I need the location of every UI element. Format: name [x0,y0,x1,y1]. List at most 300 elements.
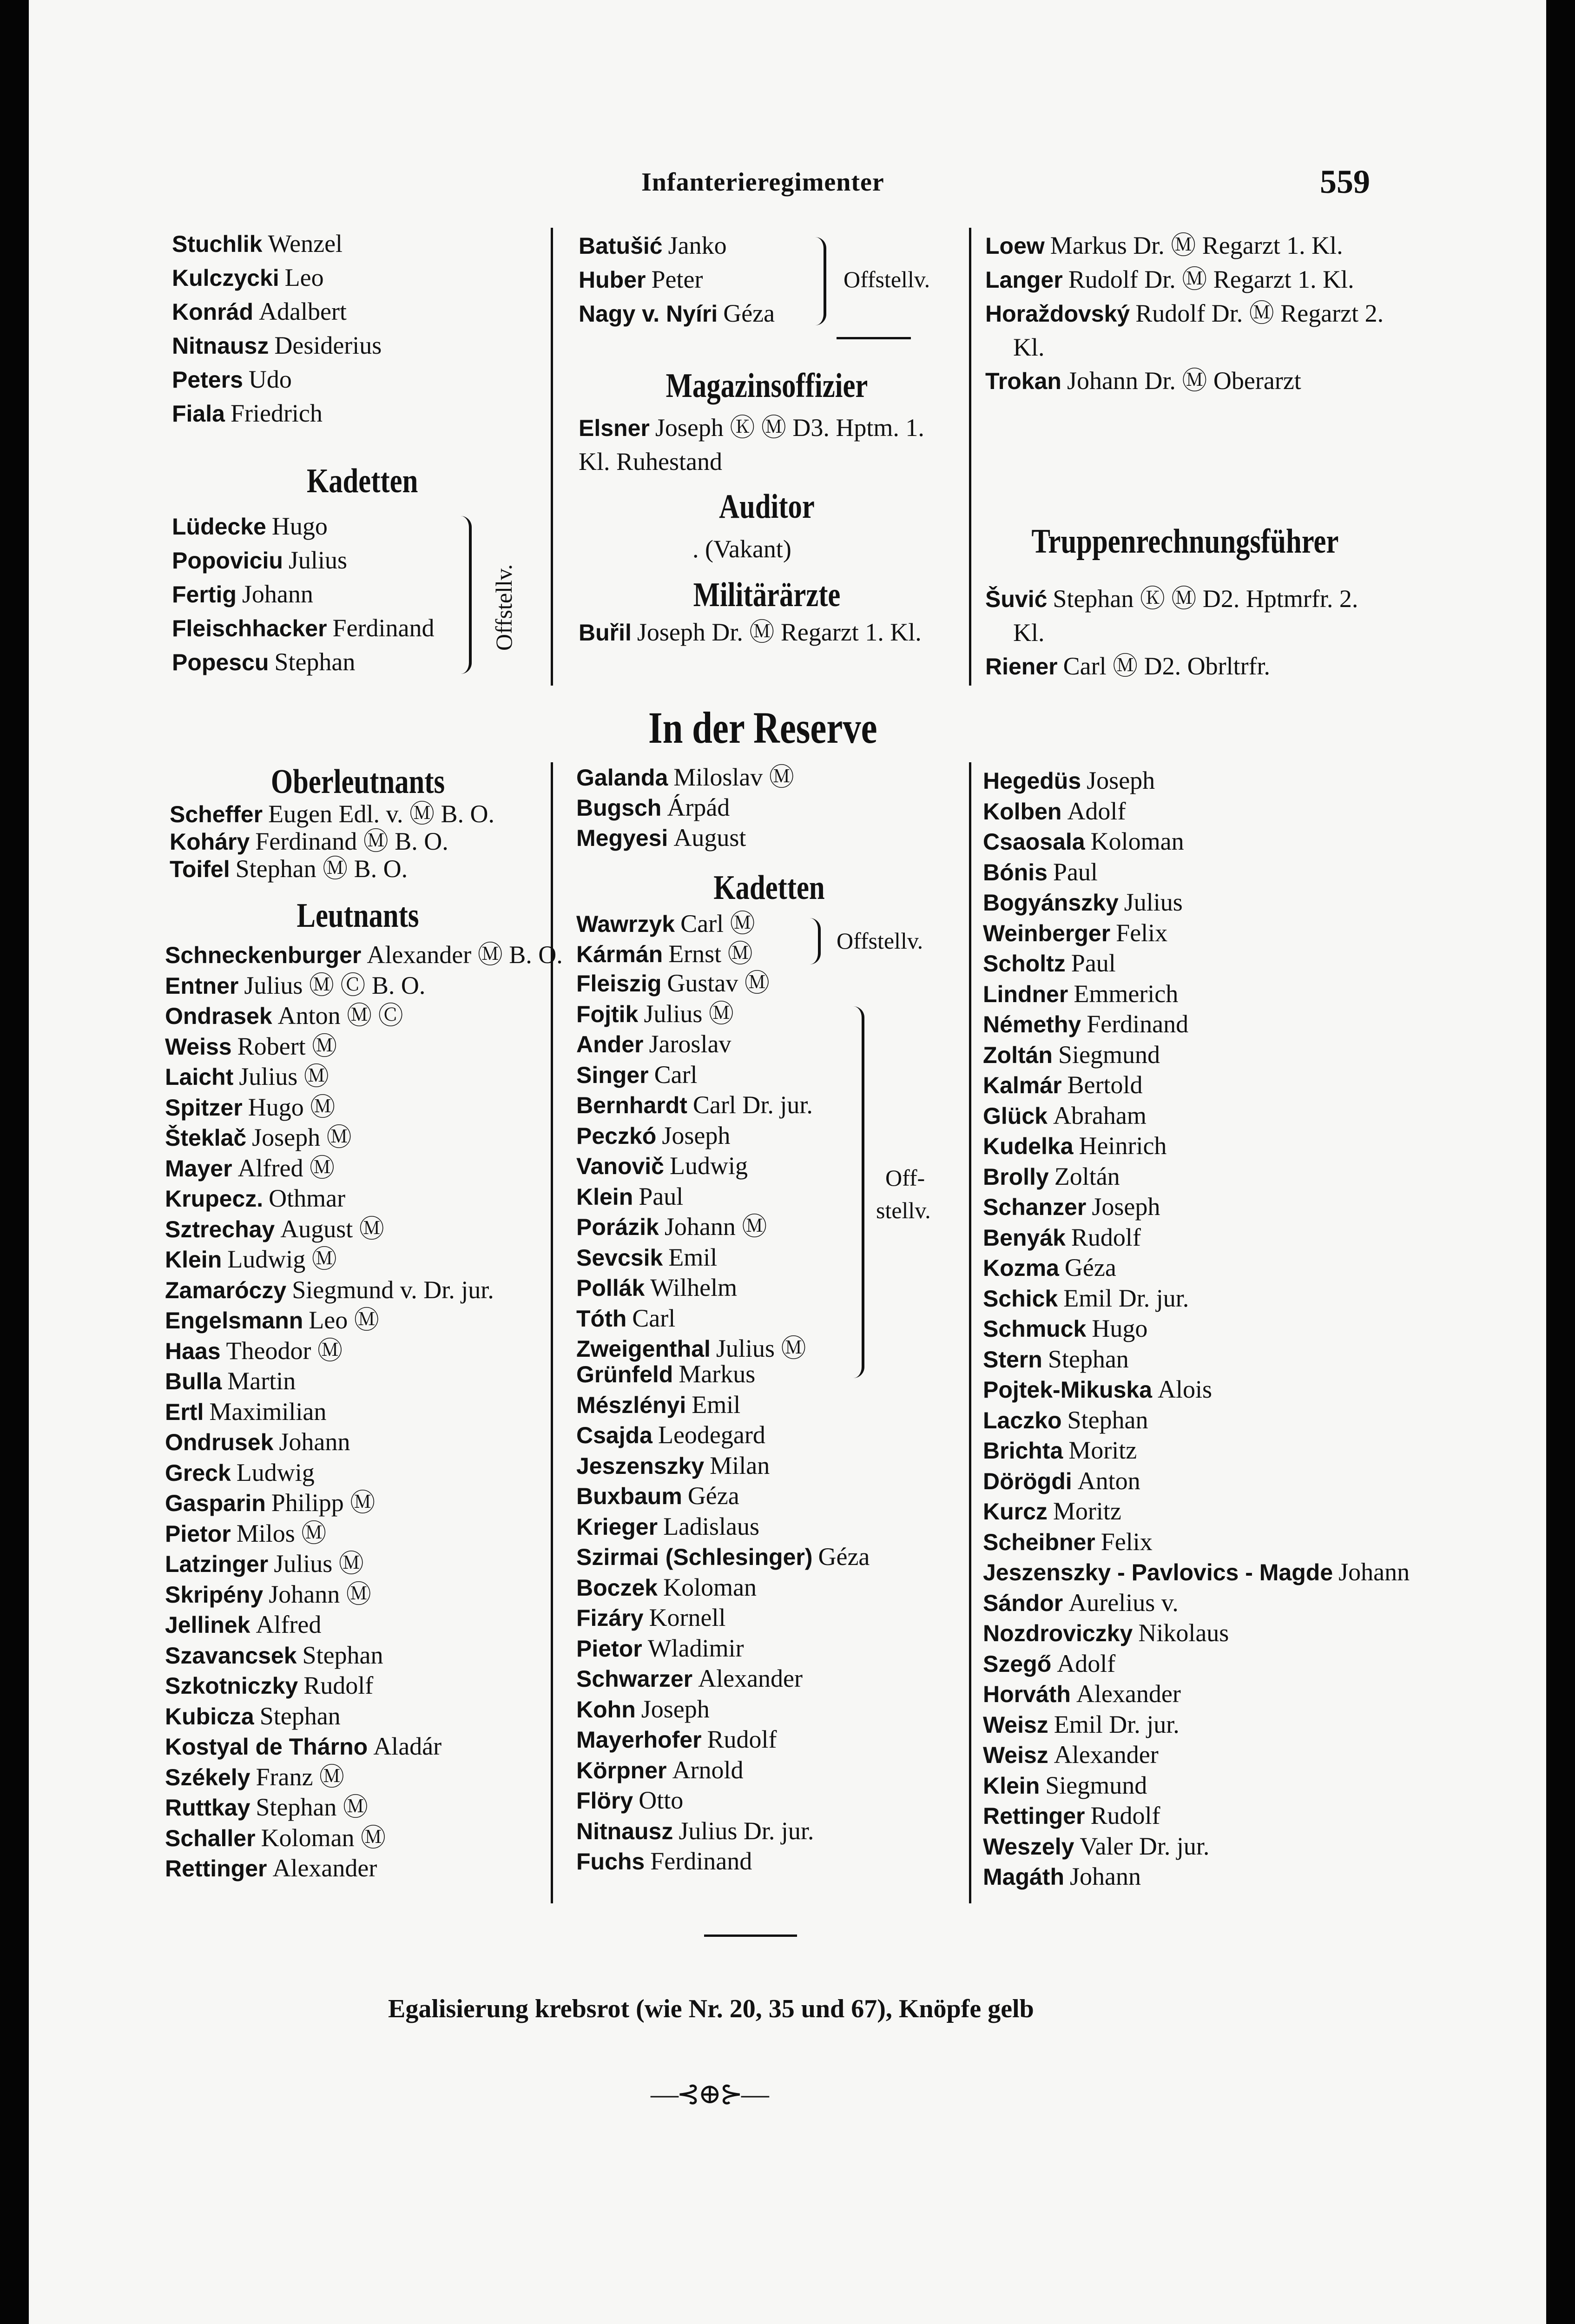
list-item [576,1212,855,1242]
list-item [172,329,534,363]
surname: Bernhardt [576,1092,687,1118]
surname: Scholtz [983,951,1066,977]
list-item [165,940,563,971]
list-item [172,295,534,329]
given-name-and-notes: Theodor Ⓜ [226,1336,343,1365]
list-item [983,1405,1401,1436]
in-der-reserve-heading: In der Reserve [648,703,877,753]
surname: Megyesi [576,825,668,851]
given-name-and-notes: Nikolaus [1138,1619,1229,1647]
list-item [983,1222,1401,1253]
given-name-and-notes: Abraham [1053,1101,1147,1129]
given-name-and-notes: Paul [1071,949,1116,977]
list-item [983,1710,1401,1740]
given-name-and-notes: Maximilian [209,1397,327,1426]
given-name-and-notes: Julius Ⓜ [716,1334,806,1362]
list-item [165,1092,551,1123]
given-name-and-notes: Peter [651,265,703,293]
given-name-and-notes: Stephan [302,1641,383,1669]
list-item [165,1792,551,1823]
list-item [985,297,1385,364]
list-item [165,1153,551,1184]
col2-brace [813,237,826,325]
surname: Pojtek-Mikuska [983,1377,1153,1403]
given-name-and-notes: Miloslav Ⓜ [673,763,794,791]
reserve-column-3-list [983,766,1410,1892]
given-name-and-notes: Julius Ⓜ Ⓒ B. O. [244,971,426,999]
given-name-and-notes: Stephan Ⓚ Ⓜ D2. Hptmrfr. 2. Kl. [1013,585,1358,647]
given-name-and-notes: Robert Ⓜ [237,1032,337,1060]
surname: Tóth [576,1305,627,1332]
given-name-and-notes: Koloman Ⓜ [261,1823,386,1852]
list-item [983,1679,1401,1710]
top-kadetten-list [172,509,469,679]
surname: Latzinger [165,1551,269,1577]
surname: Krupecz. [165,1186,264,1212]
surname: Pollák [576,1275,645,1301]
list-item [165,1701,551,1732]
given-name-and-notes: Kornell [649,1604,726,1631]
list-item [983,1162,1401,1192]
given-name-and-notes: Ludwig Ⓜ [227,1245,337,1273]
auditor-entry: . (Vakant) [692,535,791,563]
surname: Zamaróczy [165,1277,287,1303]
surname: Nitnausz [576,1818,673,1844]
magazinsoffizier-heading: Magazinsoffizier [666,367,868,405]
given-name-and-notes: Johann [1070,1862,1141,1890]
given-name-and-notes: Rudolf [1071,1223,1141,1251]
list-item [165,1731,551,1762]
given-name-and-notes: Koloman [1090,827,1184,855]
list-item [579,229,820,263]
list-item [985,263,1385,297]
reserve-kadetten-a-list [576,909,818,969]
given-name-and-notes: Wilhelm [650,1274,738,1301]
reserve-kadetten-b-label-2: stellv. [876,1197,931,1223]
leutnants-heading: Leutnants [297,897,419,935]
oberleutnants-heading: Oberleutnants [270,763,445,801]
given-name-and-notes: Emil Dr. jur. [1054,1710,1180,1738]
list-item [576,1664,962,1694]
surname: Fizáry [576,1605,644,1631]
surname: Jeszenszky - Pavlovics - Magde [983,1559,1333,1585]
given-name-and-notes: Joseph Ⓜ [252,1123,352,1151]
given-name-and-notes: Udo [248,365,292,393]
list-item [983,1831,1401,1862]
surname: Peters [172,367,243,393]
magazin-name: Elsner [579,415,650,441]
surname: Horváth [983,1681,1071,1707]
surname: Weszely [983,1833,1074,1860]
given-name-and-notes: Stephan [274,648,356,676]
surname: Stern [983,1346,1042,1373]
surname: Nagy v. Nyíri [579,301,718,327]
surname: Sevcsik [576,1244,663,1271]
list-item [576,1420,962,1451]
given-name-and-notes: Ludwig [670,1152,748,1180]
given-name-and-notes: Felix [1116,918,1168,947]
list-item [172,645,469,679]
given-name-and-notes: Siegmund v. Dr. jur. [292,1275,494,1304]
list-item [983,857,1401,888]
list-item [172,611,469,645]
list-item [985,364,1385,398]
list-item [983,1435,1401,1466]
list-item [576,968,855,999]
list-item [983,826,1401,857]
surname: Brichta [983,1438,1063,1464]
list-item [983,1131,1401,1162]
surname: Glück [983,1103,1048,1129]
list-item [576,1755,962,1786]
given-name-and-notes: Joseph [641,1695,710,1723]
surname: Horaždovský [985,301,1130,327]
surname: Lüdecke [172,514,266,540]
given-name-and-notes: Géza [1064,1254,1116,1281]
truppenrechnungsfuehrer-heading: Truppenrechnungsführer [1031,522,1339,561]
surname: Schmuck [983,1316,1087,1342]
surname: Magáth [983,1864,1064,1890]
list-item [576,1572,962,1603]
given-name-and-notes: Zoltán [1054,1162,1120,1190]
list-item [576,1359,962,1390]
surname: Klein [576,1183,633,1210]
surname: Wawrzyk [576,911,675,937]
given-name-and-notes: Stephan [1067,1406,1148,1434]
surname: Grünfeld [576,1361,673,1387]
list-item [165,1579,551,1610]
list-item [172,543,469,577]
surname: Stuchlik [172,231,263,257]
given-name-and-notes: Markus [679,1360,756,1388]
given-name-and-notes: Desiderius [274,331,382,359]
list-item [983,1740,1401,1770]
list-item [983,1101,1401,1131]
given-name-and-notes: Milos Ⓜ [236,1519,327,1547]
surname: Zweigenthal [576,1336,711,1362]
running-head: Infanterieregimenter [641,168,884,197]
list-item [983,1588,1401,1618]
egalisierung-line: Egalisierung krebsrot (wie Nr. 20, 35 und 67), Knöpfe gelb [388,1994,1034,2023]
list-item [576,1029,855,1060]
page-number: 559 [1320,163,1370,200]
surname: Pietor [576,1635,642,1662]
top-column-2-names [579,229,820,330]
given-name-and-notes: Koloman [663,1573,757,1601]
surname: Kulczycki [172,265,279,291]
given-name-and-notes: Joseph [662,1121,731,1149]
list-item [983,1040,1401,1070]
surname: Schneckenburger [165,942,362,968]
surname: Kubicza [165,1703,254,1730]
given-name-and-notes: Franz Ⓜ [256,1763,344,1791]
surname: Kolben [983,798,1062,825]
given-name-and-notes: Stephan Ⓜ [256,1793,368,1821]
list-item [983,1283,1401,1314]
given-name-and-notes: Alexander [1076,1680,1181,1708]
given-name-and-notes: Anton [1077,1466,1140,1495]
given-name-and-notes: Leodegard [658,1421,765,1449]
given-name-and-notes: Julius [1124,888,1183,916]
given-name-and-notes: Siegmund [1045,1771,1147,1799]
surname: Schaller [165,1825,256,1851]
list-item [983,1070,1401,1101]
surname: Konrád [172,299,253,325]
list-item [172,577,469,611]
surname: Schwarzer [576,1666,693,1692]
magazin-rest: Joseph Ⓚ Ⓜ D3. Hptm. 1. Kl. Ruhestand [579,414,924,475]
surname: Loew [985,233,1045,259]
list-item [576,1846,962,1877]
given-name-and-notes: Carl Ⓜ [680,910,755,938]
given-name-and-notes: Leo Ⓜ [309,1306,379,1334]
reserve-kadetten-heading: Kadetten [713,869,825,907]
list-item [170,800,551,828]
surname: Ondrasek [165,1003,272,1029]
given-name-and-notes: Martin [227,1367,296,1395]
surname: Kármán [576,941,663,967]
list-item [983,1862,1401,1892]
surname: Csaosala [983,829,1085,855]
list-item [576,1060,855,1090]
given-name-and-notes: Adolf [1067,797,1126,825]
aerzte-rest: Joseph Dr. Ⓜ Regarzt 1. Kl. [637,618,922,646]
surname: Sándor [983,1590,1063,1616]
given-name-and-notes: Johann Ⓜ [269,1580,371,1608]
given-name-and-notes: Carl Dr. jur. [692,1091,813,1119]
given-name-and-notes: Johann [279,1428,350,1456]
list-item [165,1519,551,1549]
given-name-and-notes: Ludwig [236,1458,315,1486]
list-item [576,1724,962,1755]
top-divider-2 [969,228,971,686]
militaeraerzte-heading: Militärärzte [693,576,841,614]
given-name-and-notes: Rudolf [303,1671,374,1699]
surname: Klein [983,1772,1040,1799]
given-name-and-notes: Julius Dr. jur. [679,1816,814,1845]
surname: Trokan [985,368,1061,394]
surname: Scheibner [983,1529,1095,1555]
surname: Fertig [172,581,237,607]
col2-side-label: Offstellv. [844,266,930,292]
surname: Batušić [579,233,663,259]
reserve-divider-1 [551,762,553,1903]
reserve-kadetten-b-label-1: Off- [885,1165,925,1191]
list-item [983,918,1401,949]
surname: Rettinger [165,1855,267,1882]
surname: Bogyánszky [983,890,1119,916]
given-name-and-notes: Anton Ⓜ Ⓒ [277,1002,403,1030]
surname: Csajda [576,1422,652,1448]
given-name-and-notes: Rudolf [1090,1802,1160,1829]
given-name-and-notes: Ernst Ⓜ [668,940,753,968]
list-item [983,1192,1401,1222]
list-item [576,823,962,853]
given-name-and-notes: Carl Ⓜ D2. Obrltrfr. [1063,652,1271,680]
list-item [579,297,820,330]
surname: Riener [985,654,1058,680]
list-item [983,1770,1401,1801]
list-item [165,1610,551,1640]
list-item [983,1374,1401,1405]
given-name-and-notes: Alfred [256,1611,322,1638]
reserve-kadetten-b-brace [850,1006,864,1378]
list-item [983,766,1401,796]
given-name-and-notes: Ferdinand [332,614,435,642]
list-item [576,939,818,969]
list-item [983,1314,1401,1344]
oberleutnants-list [170,800,551,883]
surname: Huber [579,267,646,293]
list-item [576,762,962,792]
given-name-and-notes: Siegmund [1058,1040,1160,1069]
given-name-and-notes: Othmar [269,1184,346,1212]
list-item [165,1670,551,1701]
magazinsoffizier-entry [579,411,960,478]
given-name-and-notes: Alexander [272,1854,377,1882]
surname: Weisz [983,1742,1048,1768]
given-name-and-notes: Stephan Ⓜ B. O. [235,855,408,883]
top-column-1 [172,227,534,430]
given-name-and-notes: Julius Ⓜ [274,1550,364,1578]
given-name-and-notes: Rudolf Dr. Ⓜ Regarzt 1. Kl. [1068,265,1354,293]
list-item [983,1801,1401,1831]
list-item [983,1253,1401,1283]
list-item [172,396,534,430]
list-item [165,1122,551,1153]
list-item [172,227,534,261]
given-name-and-notes: Bertold [1067,1071,1143,1099]
given-name-and-notes: Adolf [1057,1649,1116,1677]
given-name-and-notes: Johann [1338,1558,1410,1586]
surname: Kozma [983,1255,1059,1281]
list-item [172,363,534,396]
list-item [576,1121,855,1151]
closing-rule [704,1934,797,1937]
list-item [165,1823,551,1854]
list-item [983,979,1401,1010]
list-item [576,1390,962,1420]
surname: Skripény [165,1581,264,1608]
surname: Scheffer [170,801,263,827]
surname: Szavancsek [165,1642,297,1669]
given-name-and-notes: Stephan [259,1702,341,1730]
surname: Klein [165,1247,222,1273]
surname: Némethy [983,1011,1081,1037]
given-name-and-notes: Carl [654,1060,698,1089]
list-item [165,1336,551,1367]
list-item [576,999,855,1030]
surname: Langer [985,267,1063,293]
list-item [983,1527,1401,1558]
surname: Fiala [172,401,225,427]
given-name-and-notes: Ferdinand Ⓜ B. O. [255,827,448,855]
list-item [165,1458,551,1488]
given-name-and-notes: Hugo Ⓜ [248,1093,336,1121]
given-name-and-notes: Paul [1053,858,1098,886]
reserve-kadetten-b-list [576,968,855,1364]
auditor-heading: Auditor [719,488,815,526]
given-name-and-notes: August Ⓜ [280,1215,384,1243]
given-name-and-notes: Felix [1101,1527,1153,1556]
list-item [165,1397,551,1427]
list-item [165,1640,551,1671]
surname: Bónis [983,859,1048,885]
list-item [576,909,818,939]
reserve-col2-pre-list [576,762,962,853]
surname: Engelsmann [165,1307,303,1334]
list-item [576,1451,962,1481]
list-item [576,1694,962,1725]
surname: Haas [165,1338,221,1364]
given-name-and-notes: Julius Ⓜ [644,999,734,1028]
surname: Weiss [165,1033,232,1060]
surname: Singer [576,1062,649,1088]
surname: Kurcz [983,1499,1048,1525]
given-name-and-notes: Philipp Ⓜ [271,1489,376,1517]
surname: Šuvić [985,586,1048,612]
given-name-and-notes: Julius [288,546,347,574]
militaeraerzte-entry [579,615,964,649]
given-name-and-notes: Stephan [1048,1345,1129,1373]
surname: Zoltán [983,1042,1053,1068]
list-item [165,1549,551,1579]
surname: Galanda [576,765,668,791]
surname: Kalmár [983,1072,1062,1098]
surname: Lindner [983,981,1068,1007]
reserve-col2-post-list [576,1359,962,1877]
surname: Bulla [165,1368,222,1394]
kadetten-heading: Kadetten [307,462,418,500]
list-item [983,948,1401,979]
list-item [576,1816,962,1847]
given-name-and-notes: Ferdinand [1087,1010,1189,1038]
given-name-and-notes: Géza [687,1482,739,1510]
list-item [576,1273,855,1303]
given-name-and-notes: Eugen Edl. v. Ⓜ B. O. [268,800,495,828]
surname: Dörögdi [983,1468,1072,1494]
given-name-and-notes: Aladár [373,1732,442,1760]
list-item [576,1182,855,1212]
list-item [165,1001,551,1031]
list-item [576,1151,855,1182]
surname: Kohn [576,1696,636,1723]
list-item [983,1557,1410,1588]
given-name-and-notes: Aurelius v. [1068,1588,1179,1617]
given-name-and-notes: Joseph [1092,1193,1160,1221]
given-name-and-notes: Jaroslav [649,1030,731,1058]
list-item [579,263,820,297]
given-name-and-notes: Otto [639,1786,684,1814]
scan-edge-left [0,0,29,2324]
surname: Laicht [165,1064,234,1090]
surname: Ruttkay [165,1795,250,1821]
list-item [172,261,534,295]
given-name-and-notes: Johann Ⓜ [664,1213,767,1241]
given-name-and-notes: Adalbert [259,297,347,325]
kadetten-side-label: Offstellv. [491,564,517,651]
given-name-and-notes: Alfred Ⓜ [237,1154,335,1182]
given-name-and-notes: Géza [723,299,775,327]
given-name-and-notes: Heinrich [1079,1132,1167,1160]
ornament-icon: —⊰⊕⊱— [651,2079,767,2109]
list-item [165,1305,551,1336]
list-item [576,1303,855,1334]
reserve-kadetten-a-label: Offstellv. [837,928,923,954]
given-name-and-notes: Alois [1158,1375,1213,1403]
top-column-3 [985,229,1385,398]
surname: Fleiszig [576,971,662,997]
